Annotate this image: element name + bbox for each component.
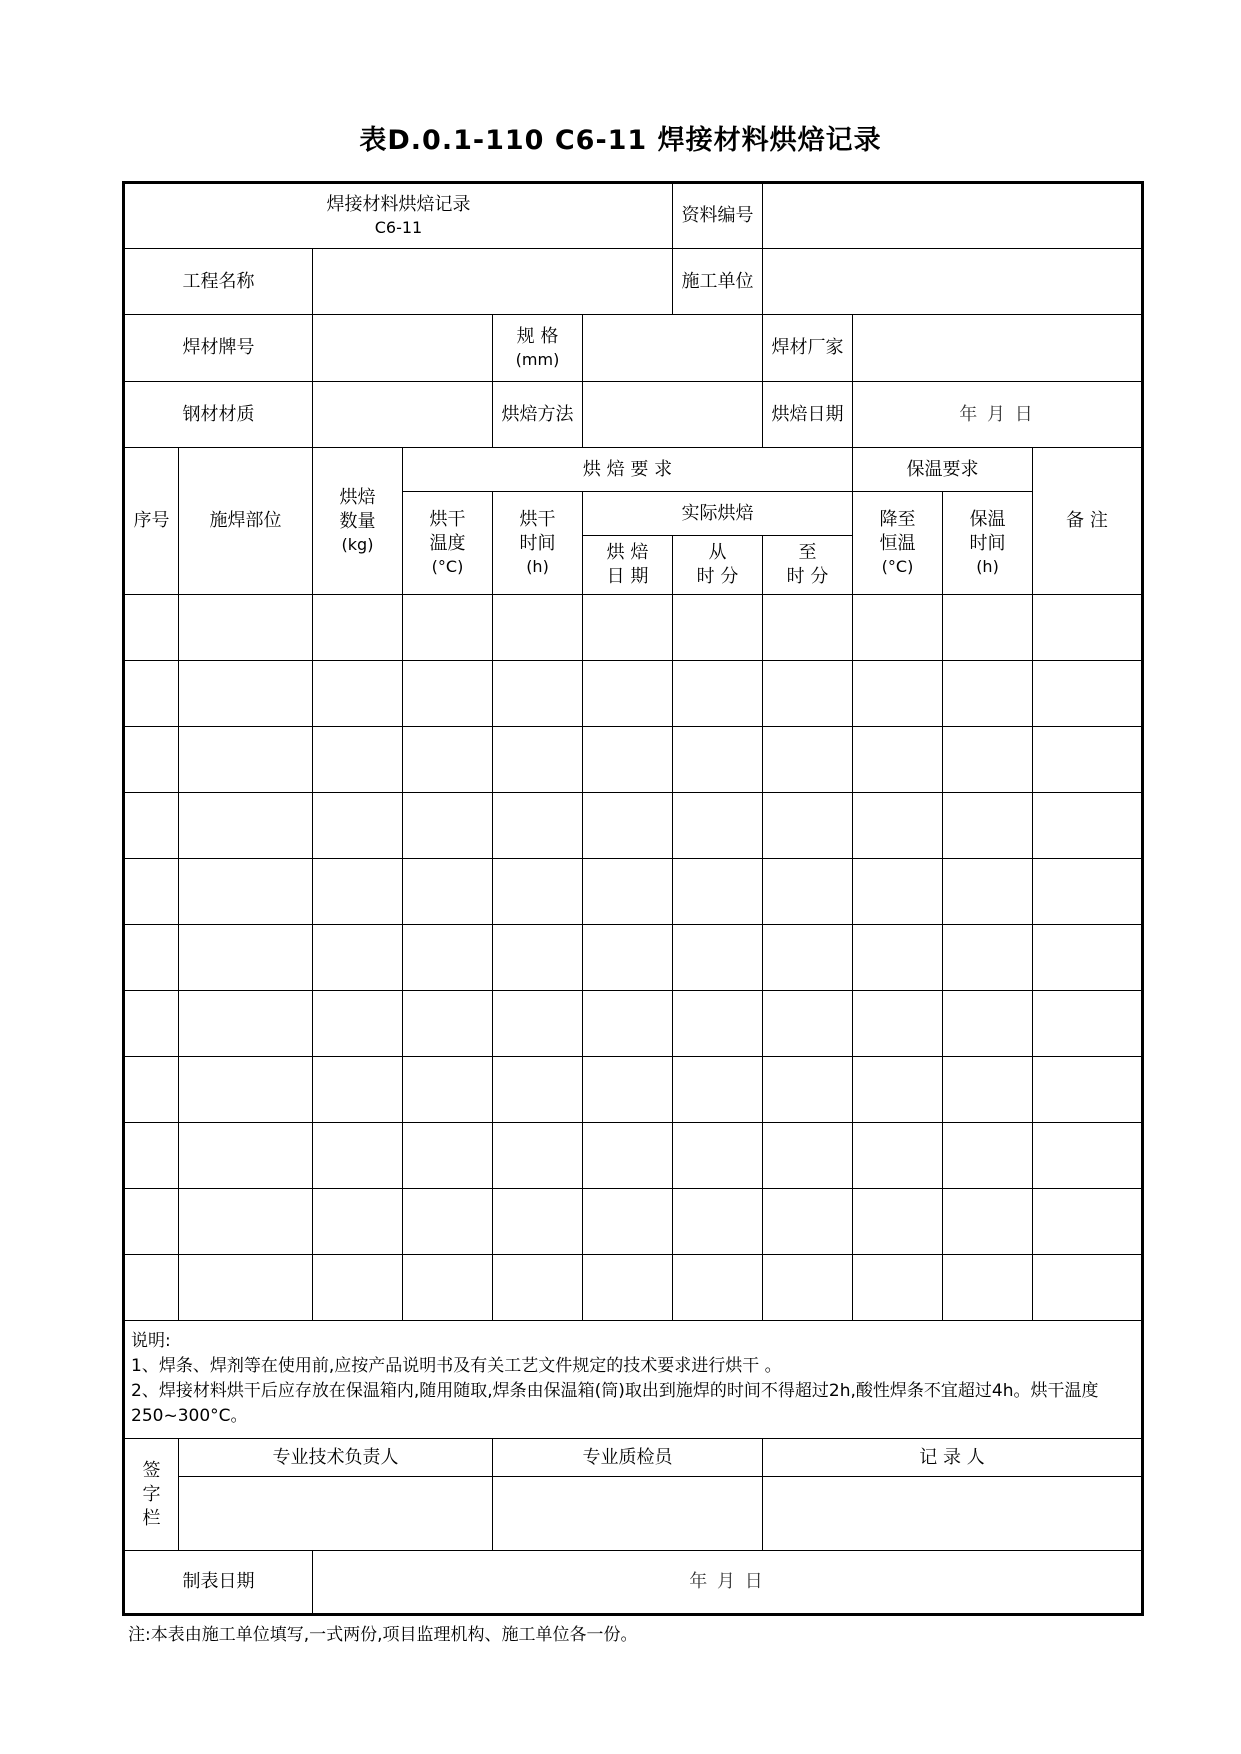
sig-qc-field[interactable] <box>493 1477 763 1551</box>
col-from-line1: 从 <box>708 542 727 563</box>
table-cell[interactable] <box>673 1123 763 1189</box>
sig-recorder-field[interactable] <box>763 1477 1143 1551</box>
col-bake-req: 烘 焙 要 求 <box>403 448 853 492</box>
signature-label-3: 栏 <box>142 1507 161 1529</box>
table-cell[interactable] <box>403 793 493 859</box>
table-cell[interactable] <box>583 1255 673 1321</box>
table-cell[interactable] <box>493 859 583 925</box>
table-cell[interactable] <box>403 859 493 925</box>
steel-field[interactable] <box>313 382 493 448</box>
project-field[interactable] <box>313 249 673 315</box>
table-cell[interactable] <box>583 793 673 859</box>
col-qty <box>313 448 403 595</box>
table-cell[interactable] <box>673 793 763 859</box>
table-cell[interactable] <box>943 925 1033 991</box>
table-cell[interactable] <box>763 1123 853 1189</box>
table-cell[interactable] <box>403 595 493 661</box>
table-cell[interactable] <box>313 925 403 991</box>
table-cell[interactable] <box>1033 925 1143 991</box>
table-cell[interactable] <box>673 661 763 727</box>
col-dry-time-unit: (h) <box>526 557 549 576</box>
signature-label-1: 签 <box>142 1459 161 1481</box>
brand-label: 焊材牌号 <box>124 315 313 382</box>
table-cell[interactable] <box>313 661 403 727</box>
table-cell[interactable] <box>179 859 313 925</box>
table-cell[interactable] <box>403 1255 493 1321</box>
table-cell[interactable] <box>673 859 763 925</box>
sig-tech-lead-field[interactable] <box>179 1477 493 1551</box>
table-cell[interactable] <box>853 595 943 661</box>
signature-label <box>124 1439 179 1551</box>
signature-label-2: 字 <box>142 1483 161 1505</box>
made-date-label: 制表日期 <box>124 1551 313 1615</box>
spec-unit: (mm) <box>515 350 560 369</box>
col-from <box>673 536 763 595</box>
col-cool-to-line2: 恒温 <box>879 533 916 554</box>
made-date-field[interactable]: 年 月 日 <box>313 1551 1143 1615</box>
table-cell[interactable] <box>943 1255 1033 1321</box>
table-cell[interactable] <box>853 727 943 793</box>
col-dry-time <box>493 492 583 595</box>
table-cell[interactable] <box>673 595 763 661</box>
table-row <box>124 991 1143 1057</box>
table-row <box>124 925 1143 991</box>
col-to-line2: 时 分 <box>786 566 829 587</box>
col-bake-date-line1: 烘 焙 <box>606 542 649 563</box>
table-cell[interactable] <box>124 1123 179 1189</box>
col-cool-to <box>853 492 943 595</box>
table-cell[interactable] <box>853 859 943 925</box>
table-cell[interactable] <box>124 661 179 727</box>
table-cell[interactable] <box>583 1123 673 1189</box>
col-to-line1: 至 <box>798 542 817 563</box>
notes-line-2: 2、焊接材料烘干后应存放在保温箱内,随用随取,焊条由保温箱(筒)取出到施焊的时间不得超过2h,酸性焊条不宜超过4h。烘干温度250~300°C。 <box>131 1381 1099 1426</box>
table-cell[interactable] <box>403 1189 493 1255</box>
spec-label: 规 格 <box>516 326 559 347</box>
table-cell[interactable] <box>853 1189 943 1255</box>
col-cool-to-line1: 降至 <box>879 509 916 530</box>
data-rows <box>124 595 1143 1321</box>
table-cell[interactable] <box>763 661 853 727</box>
table-cell[interactable] <box>1033 859 1143 925</box>
table-cell[interactable] <box>1033 1189 1143 1255</box>
table-cell[interactable] <box>124 727 179 793</box>
table-cell[interactable] <box>313 859 403 925</box>
table-cell[interactable] <box>673 991 763 1057</box>
table-cell[interactable] <box>179 727 313 793</box>
col-to <box>763 536 853 595</box>
table-cell[interactable] <box>673 1255 763 1321</box>
table-cell[interactable] <box>1033 661 1143 727</box>
table-cell[interactable] <box>943 991 1033 1057</box>
col-dry-temp-unit: (°C) <box>431 557 464 576</box>
table-cell[interactable] <box>313 793 403 859</box>
brand-field[interactable] <box>313 315 493 382</box>
table-cell[interactable] <box>583 661 673 727</box>
table-cell[interactable] <box>763 793 853 859</box>
table-cell[interactable] <box>493 1057 583 1123</box>
contractor-label: 施工单位 <box>673 249 763 315</box>
table-cell[interactable] <box>493 1123 583 1189</box>
col-hold-time-line1: 保温 <box>969 509 1006 530</box>
table-cell[interactable] <box>124 595 179 661</box>
table-cell[interactable] <box>583 727 673 793</box>
table-cell[interactable] <box>179 1189 313 1255</box>
table-cell[interactable] <box>179 991 313 1057</box>
table-cell[interactable] <box>1033 793 1143 859</box>
table-cell[interactable] <box>943 793 1033 859</box>
table-cell[interactable] <box>943 595 1033 661</box>
table-cell[interactable] <box>179 595 313 661</box>
col-dry-temp <box>403 492 493 595</box>
project-label: 工程名称 <box>124 249 313 315</box>
table-row <box>124 727 1143 793</box>
table-cell[interactable] <box>853 991 943 1057</box>
table-cell[interactable] <box>493 595 583 661</box>
table-row <box>124 1189 1143 1255</box>
table-cell[interactable] <box>853 1123 943 1189</box>
notes-line-1: 1、焊条、焊剂等在使用前,应按产品说明书及有关工艺文件规定的技术要求进行烘干 。 <box>131 1356 782 1376</box>
notes-heading: 说明: <box>131 1331 171 1351</box>
col-bake-date-line2: 日 期 <box>606 566 649 587</box>
method-label: 烘焙方法 <box>493 382 583 448</box>
table-cell[interactable] <box>124 859 179 925</box>
col-location: 施焊部位 <box>179 448 313 595</box>
table-cell[interactable] <box>403 727 493 793</box>
table-cell[interactable] <box>313 1255 403 1321</box>
table-cell[interactable] <box>313 1057 403 1123</box>
table-cell[interactable] <box>124 1189 179 1255</box>
table-cell[interactable] <box>403 661 493 727</box>
table-cell[interactable] <box>1033 1123 1143 1189</box>
table-cell[interactable] <box>1033 991 1143 1057</box>
table-cell[interactable] <box>313 595 403 661</box>
table-row <box>124 859 1143 925</box>
contractor-field[interactable] <box>763 249 1143 315</box>
table-cell[interactable] <box>943 1123 1033 1189</box>
col-actual: 实际烘焙 <box>583 492 853 536</box>
table-cell[interactable] <box>493 1255 583 1321</box>
baking-date-field[interactable]: 年 月 日 <box>853 382 1143 448</box>
doc-no-label: 资料编号 <box>673 183 763 249</box>
col-dry-time-line2: 时间 <box>519 533 556 554</box>
col-dry-time-line1: 烘干 <box>519 509 556 530</box>
table-cell[interactable] <box>179 925 313 991</box>
doc-no-field[interactable] <box>763 183 1143 249</box>
table-cell[interactable] <box>673 1057 763 1123</box>
table-cell[interactable] <box>179 1123 313 1189</box>
table-cell[interactable] <box>583 991 673 1057</box>
table-cell[interactable] <box>583 595 673 661</box>
table-cell[interactable] <box>763 859 853 925</box>
table-cell[interactable] <box>943 727 1033 793</box>
maker-label: 焊材厂家 <box>763 315 853 382</box>
col-qty-line2: 数量 <box>339 511 376 532</box>
col-seq: 序号 <box>124 448 179 595</box>
table-cell[interactable] <box>124 925 179 991</box>
table-cell[interactable] <box>1033 727 1143 793</box>
spec-label-cell <box>493 315 583 382</box>
table-cell[interactable] <box>853 1255 943 1321</box>
table-cell[interactable] <box>943 1057 1033 1123</box>
table-cell[interactable] <box>313 1189 403 1255</box>
table-row <box>124 1255 1143 1321</box>
table-cell[interactable] <box>493 1189 583 1255</box>
table-cell[interactable] <box>673 1189 763 1255</box>
table-cell[interactable] <box>583 1057 673 1123</box>
table-cell[interactable] <box>124 1057 179 1123</box>
table-cell[interactable] <box>313 727 403 793</box>
col-qty-line1: 烘焙 <box>339 487 376 508</box>
form-code: C6-11 <box>374 218 423 237</box>
col-from-line2: 时 分 <box>696 566 739 587</box>
table-cell[interactable] <box>313 991 403 1057</box>
sig-recorder-label: 记 录 人 <box>763 1439 1143 1477</box>
form-name-cell <box>124 183 673 249</box>
spec-field[interactable] <box>583 315 763 382</box>
col-remark: 备 注 <box>1033 448 1143 595</box>
table-cell[interactable] <box>853 925 943 991</box>
table-row <box>124 595 1143 661</box>
maker-field[interactable] <box>853 315 1143 382</box>
steel-label: 钢材材质 <box>124 382 313 448</box>
table-cell[interactable] <box>943 859 1033 925</box>
table-cell[interactable] <box>583 925 673 991</box>
col-hold-time <box>943 492 1033 595</box>
table-cell[interactable] <box>763 595 853 661</box>
table-cell[interactable] <box>124 793 179 859</box>
col-cool-to-unit: (°C) <box>881 557 914 576</box>
table-cell[interactable] <box>179 1057 313 1123</box>
table-cell[interactable] <box>583 859 673 925</box>
table-cell[interactable] <box>853 661 943 727</box>
table-row <box>124 1123 1143 1189</box>
method-field[interactable] <box>583 382 763 448</box>
col-dry-temp-line1: 烘干 <box>429 509 466 530</box>
table-cell[interactable] <box>943 1189 1033 1255</box>
col-bake-date <box>583 536 673 595</box>
table-cell[interactable] <box>493 991 583 1057</box>
date-label: 烘焙日期 <box>763 382 853 448</box>
table-cell[interactable] <box>179 1255 313 1321</box>
table-cell[interactable] <box>763 727 853 793</box>
table-cell[interactable] <box>179 661 313 727</box>
baking-record-form <box>122 181 1144 1616</box>
table-cell[interactable] <box>313 1123 403 1189</box>
col-hold-req: 保温要求 <box>853 448 1033 492</box>
footnote: 注:本表由施工单位填写,一式两份,项目监理机构、施工单位各一份。 <box>128 1625 638 1645</box>
col-hold-time-unit: (h) <box>976 557 999 576</box>
col-qty-unit: (kg) <box>341 535 374 554</box>
table-cell[interactable] <box>763 1189 853 1255</box>
col-hold-time-line2: 时间 <box>969 533 1006 554</box>
notes-cell <box>124 1321 1143 1439</box>
table-cell[interactable] <box>403 1123 493 1189</box>
table-cell[interactable] <box>493 925 583 991</box>
table-row <box>124 1057 1143 1123</box>
table-cell[interactable] <box>403 1057 493 1123</box>
table-cell[interactable] <box>1033 1057 1143 1123</box>
table-cell[interactable] <box>763 925 853 991</box>
table-cell[interactable] <box>124 1255 179 1321</box>
table-cell[interactable] <box>493 661 583 727</box>
sig-tech-lead-label: 专业技术负责人 <box>179 1439 493 1477</box>
table-cell[interactable] <box>583 1189 673 1255</box>
table-cell[interactable] <box>179 793 313 859</box>
table-cell[interactable] <box>124 991 179 1057</box>
table-cell[interactable] <box>763 1057 853 1123</box>
sig-qc-label: 专业质检员 <box>493 1439 763 1477</box>
table-cell[interactable] <box>403 925 493 991</box>
table-row <box>124 661 1143 727</box>
table-cell[interactable] <box>673 925 763 991</box>
page-title: 表D.0.1-110 C6-11 焊接材料烘焙记录 <box>359 125 882 156</box>
table-cell[interactable] <box>493 727 583 793</box>
table-cell[interactable] <box>673 727 763 793</box>
table-row <box>124 793 1143 859</box>
table-cell[interactable] <box>403 991 493 1057</box>
table-cell[interactable] <box>853 1057 943 1123</box>
table-cell[interactable] <box>493 793 583 859</box>
table-cell[interactable] <box>1033 1255 1143 1321</box>
table-cell[interactable] <box>1033 595 1143 661</box>
form-name: 焊接材料烘焙记录 <box>326 194 471 215</box>
table-cell[interactable] <box>763 1255 853 1321</box>
table-cell[interactable] <box>943 661 1033 727</box>
table-cell[interactable] <box>763 991 853 1057</box>
table-cell[interactable] <box>853 793 943 859</box>
col-dry-temp-line2: 温度 <box>429 533 466 554</box>
